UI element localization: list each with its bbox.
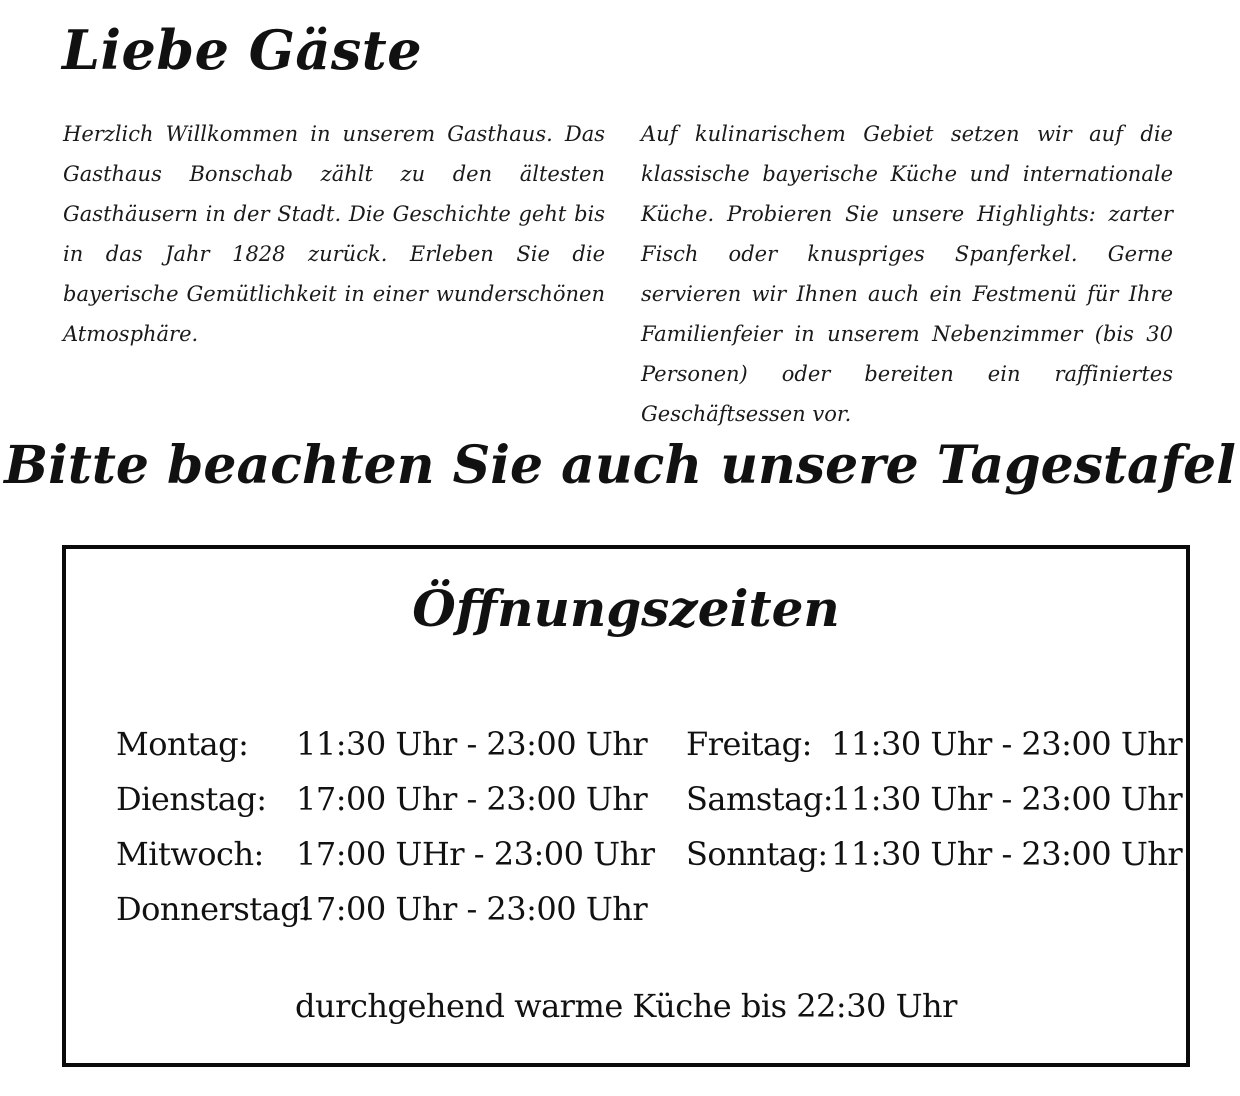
day-label: Freitag:	[686, 725, 812, 763]
hours-row-monday	[116, 717, 654, 772]
time-range: 17:00 UHr - 23:00 Uhr	[296, 835, 655, 873]
hours-row-wednesday	[116, 827, 654, 882]
opening-hours-box	[62, 545, 1190, 1067]
opening-hours-list-right	[686, 717, 1182, 882]
intro-paragraph-cuisine: Auf kulinarischem Gebiet setzen wir auf die klassische bayerische Küche und internationale Küche. Probieren Sie unsere Highlights: zarter Fisch oder knuspriges Spanferkel. Gerne servieren wir Ihnen auch ein Festmenü für Ihre Familienfeier in unserem Nebenzimmer (bis 30 Personen) oder bereiten ein raffiniertes Geschäftsessen vor.	[641, 122, 1173, 426]
opening-hours-list-left	[116, 717, 654, 937]
time-range: 17:00 Uhr - 23:00 Uhr	[296, 780, 648, 818]
time-range: 11:30 Uhr - 23:00 Uhr	[831, 780, 1183, 818]
time-range: 11:30 Uhr - 23:00 Uhr	[831, 835, 1183, 873]
kitchen-hours-note: durchgehend warme Küche bis 22:30 Uhr	[295, 987, 957, 1025]
opening-hours-title: Öffnungszeiten	[412, 579, 840, 638]
time-range: 11:30 Uhr - 23:00 Uhr	[296, 725, 648, 763]
day-label: Montag:	[116, 725, 249, 763]
intro-paragraph-history: Herzlich Willkommen in unserem Gasthaus. Das Gasthaus Bonschab zählt zu den ältesten Gasthäusern in der Stadt. Die Geschichte geht bis in das Jahr 1828 zurück. Erleben Sie die bayerische Gemütlichkeit in einer wunderschönen Atmosphäre.	[63, 122, 605, 346]
hours-row-tuesday	[116, 772, 654, 827]
hours-row-thursday	[116, 882, 654, 937]
day-label: Donnerstag:	[116, 890, 311, 928]
daily-board-notice: Bitte beachten Sie auch unsere Tagestafel	[4, 435, 1236, 496]
welcome-title: Liebe Gäste	[62, 18, 423, 82]
hours-row-friday	[686, 717, 1182, 772]
day-label: Sonntag:	[686, 835, 828, 873]
time-range: 11:30 Uhr - 23:00 Uhr	[831, 725, 1183, 763]
time-range: 17:00 Uhr - 23:00 Uhr	[296, 890, 648, 928]
hours-row-saturday	[686, 772, 1182, 827]
day-label: Mitwoch:	[116, 835, 264, 873]
day-label: Dienstag:	[116, 780, 267, 818]
hours-row-sunday	[686, 827, 1182, 882]
day-label: Samstag:	[686, 780, 833, 818]
